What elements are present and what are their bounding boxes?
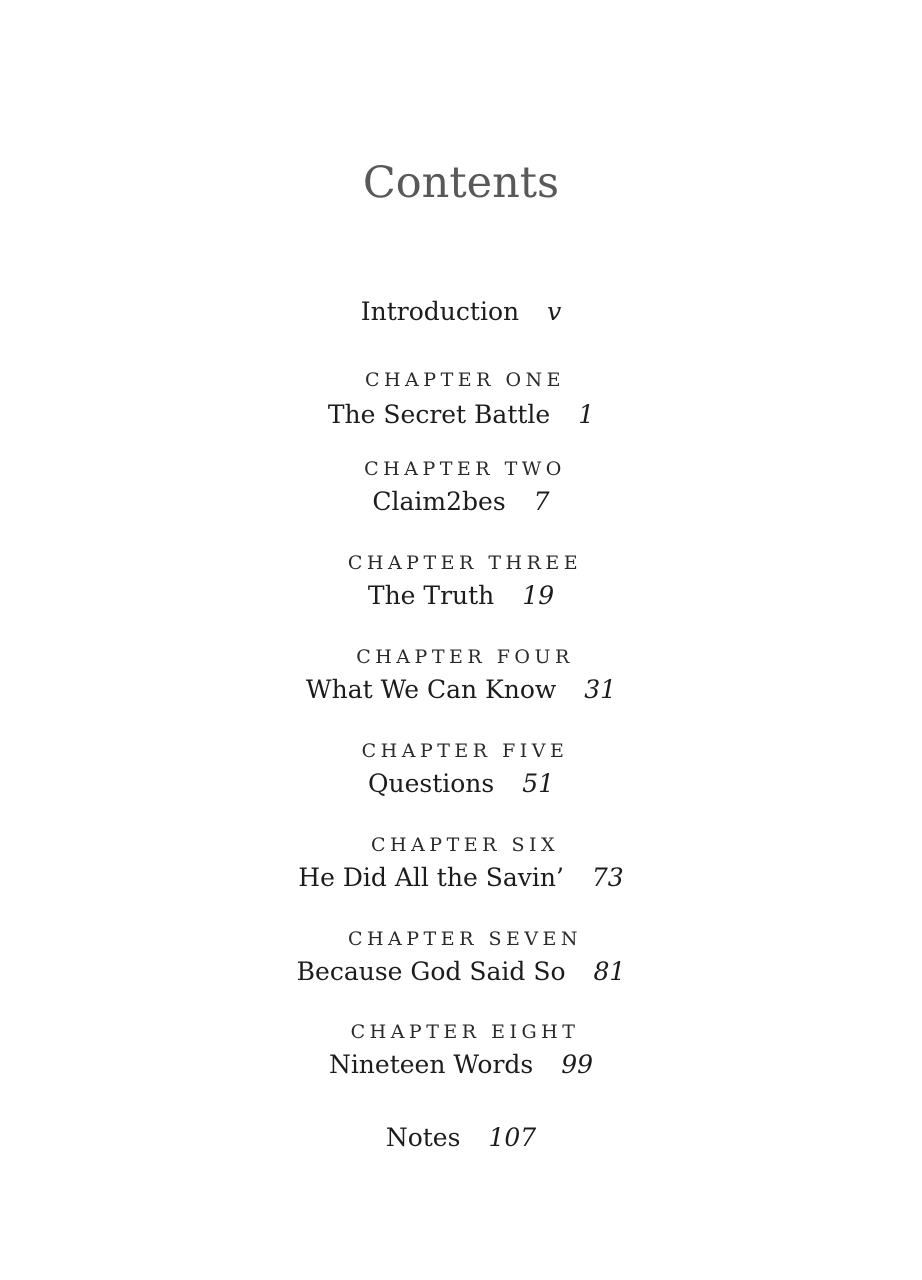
toc-entry-introduction[interactable] [0, 295, 922, 329]
entry-title: Notes [385, 1123, 461, 1152]
toc-entry-chapter-two[interactable] [0, 485, 922, 519]
chapter-label: CHAPTER SIX [370, 834, 560, 856]
entry-page-number: 81 [593, 957, 626, 986]
entry-title: Questions [367, 769, 495, 798]
entry-page-number: 51 [522, 769, 555, 798]
chapter-label: CHAPTER SEVEN [347, 928, 583, 950]
chapter-label: CHAPTER FIVE [361, 740, 569, 762]
toc-entry-chapter-seven[interactable] [0, 955, 922, 989]
chapter-label: CHAPTER ONE [364, 369, 566, 391]
entry-page-number: v [547, 297, 562, 326]
chapter-label: CHAPTER FOUR [356, 646, 574, 668]
entry-title: Claim2bes [372, 487, 506, 516]
toc-entry-chapter-three[interactable] [0, 579, 922, 613]
entry-title: The Truth [367, 581, 495, 610]
chapter-label: CHAPTER EIGHT [350, 1021, 580, 1043]
entry-page-number: 31 [584, 675, 617, 704]
toc-entry-chapter-four[interactable] [0, 673, 922, 707]
entry-title: Introduction [360, 297, 520, 326]
entry-title: He Did All the Savin’ [298, 863, 564, 892]
entry-page-number: 19 [522, 581, 555, 610]
entry-title: What We Can Know [305, 675, 557, 704]
chapter-label: CHAPTER THREE [347, 552, 583, 574]
entry-page-number: 1 [578, 400, 595, 429]
toc-entry-chapter-one[interactable] [0, 398, 922, 432]
toc-entry-chapter-six[interactable] [0, 861, 922, 895]
toc-entry-chapter-five[interactable] [0, 767, 922, 801]
entry-title: The Secret Battle [327, 400, 551, 429]
entry-page-number: 107 [488, 1123, 537, 1152]
entry-page-number: 99 [561, 1050, 594, 1079]
entry-page-number: 7 [533, 487, 550, 516]
chapter-label: CHAPTER TWO [364, 458, 566, 480]
page-title: Contents [362, 158, 560, 208]
entry-title: Because God Said So [296, 957, 566, 986]
entry-page-number: 73 [591, 863, 624, 892]
toc-entry-chapter-eight[interactable] [0, 1048, 922, 1082]
toc-entry-notes[interactable] [0, 1121, 922, 1155]
entry-title: Nineteen Words [328, 1050, 534, 1079]
